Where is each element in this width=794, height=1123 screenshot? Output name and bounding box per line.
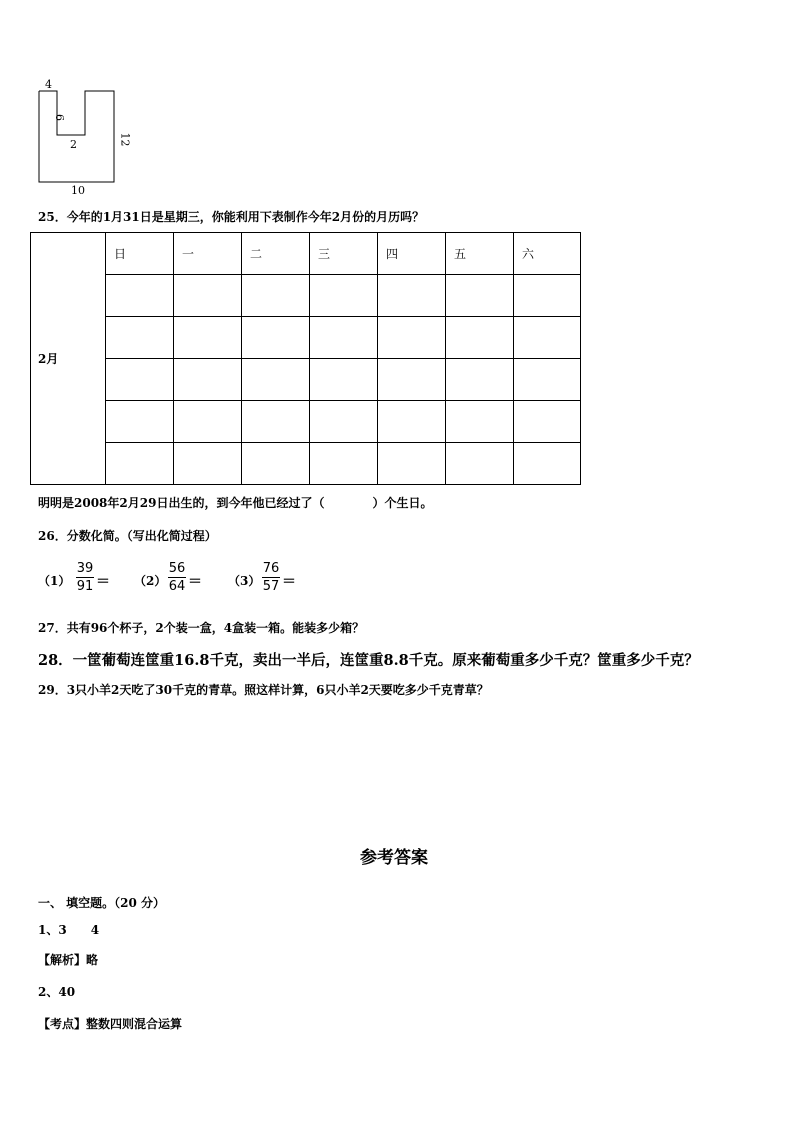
- calendar-cell[interactable]: [378, 359, 446, 401]
- weekday-sat: 六: [514, 233, 581, 275]
- label-top-width: 4: [45, 78, 52, 91]
- fraction-3-denominator: 57: [262, 579, 280, 594]
- weekday-thu: 四: [378, 233, 446, 275]
- question-29: 29．3只小羊2天吃了30千克的青草。照这样计算，6只小羊2天要吃多少千克青草？: [38, 683, 489, 697]
- weekday-mon: 一: [174, 233, 242, 275]
- calendar-week-row: [31, 401, 581, 443]
- weekday-tue: 二: [242, 233, 310, 275]
- fraction-1-label: （1）: [38, 574, 71, 588]
- weekday-fri: 五: [446, 233, 514, 275]
- calendar-cell[interactable]: [242, 317, 310, 359]
- question-28: 28．一筐葡萄连筐重16.8千克，卖出一半后，连筐重8.8千克。原来葡萄重多少千克？筐重多少千克？: [38, 652, 699, 669]
- fraction-1-equals: ＝: [96, 574, 110, 590]
- answer-1-note: 【解析】略: [38, 953, 99, 967]
- calendar-cell[interactable]: [514, 401, 581, 443]
- fraction-3-label: （3）: [228, 574, 261, 588]
- calendar-cell[interactable]: [446, 401, 514, 443]
- answer-1: 1、3 4: [38, 923, 100, 937]
- calendar-cell[interactable]: [242, 401, 310, 443]
- calendar-cell[interactable]: [242, 275, 310, 317]
- february-calendar-table: [30, 232, 581, 485]
- calendar-cell[interactable]: [446, 317, 514, 359]
- answers-section-1: 一、 填空题。（20 分）: [38, 896, 166, 910]
- calendar-cell[interactable]: [106, 359, 174, 401]
- calendar-cell[interactable]: [174, 317, 242, 359]
- calendar-week-row: [31, 359, 581, 401]
- calendar-cell[interactable]: [378, 401, 446, 443]
- calendar-cell[interactable]: [514, 275, 581, 317]
- calendar-cell[interactable]: [378, 443, 446, 485]
- fraction-2-label: （2）: [134, 574, 167, 588]
- calendar-cell[interactable]: [514, 359, 581, 401]
- calendar-cell[interactable]: [310, 317, 378, 359]
- calendar-cell[interactable]: [242, 359, 310, 401]
- answer-2-note: 【考点】整数四则混合运算: [38, 1017, 183, 1031]
- label-bottom-width: 10: [71, 184, 85, 197]
- question-25-followup: 明明是2008年2月29日出生的，到今年他已经过了（ ）个生日。: [38, 496, 433, 510]
- fraction-1: [76, 561, 94, 594]
- calendar-cell[interactable]: [446, 275, 514, 317]
- weekday-sun: 日: [106, 233, 174, 275]
- calendar-cell[interactable]: [174, 359, 242, 401]
- fraction-3-numerator: 76: [262, 561, 280, 576]
- fraction-2-equals: ＝: [188, 574, 202, 590]
- calendar-cell[interactable]: [242, 443, 310, 485]
- fraction-1-numerator: 39: [76, 561, 94, 576]
- calendar-week-row: [31, 443, 581, 485]
- calendar-cell[interactable]: [514, 443, 581, 485]
- answers-title: 参考答案: [360, 848, 428, 868]
- calendar-cell[interactable]: [446, 443, 514, 485]
- fraction-2-numerator: 56: [168, 561, 186, 576]
- calendar-cell[interactable]: [106, 443, 174, 485]
- geometry-figure: [30, 76, 140, 196]
- fraction-3-equals: ＝: [282, 574, 296, 590]
- calendar-cell[interactable]: [446, 359, 514, 401]
- calendar-week-row: [31, 275, 581, 317]
- calendar-cell[interactable]: [174, 275, 242, 317]
- calendar-cell[interactable]: [310, 275, 378, 317]
- calendar-cell[interactable]: [174, 401, 242, 443]
- month-label: 2月: [31, 233, 106, 485]
- calendar-cell[interactable]: [106, 317, 174, 359]
- calendar-cell[interactable]: [310, 359, 378, 401]
- weekday-wed: 三: [310, 233, 378, 275]
- fraction-bar: [262, 577, 280, 578]
- calendar-cell[interactable]: [514, 317, 581, 359]
- fraction-2-denominator: 64: [168, 579, 186, 594]
- calendar-week-row: [31, 317, 581, 359]
- calendar-cell[interactable]: [174, 443, 242, 485]
- fraction-3: [262, 561, 280, 594]
- calendar-cell[interactable]: [378, 317, 446, 359]
- calendar-cell[interactable]: [106, 275, 174, 317]
- label-notch-depth: 6: [53, 114, 66, 121]
- label-notch-width: 2: [70, 138, 77, 151]
- question-27: 27．共有96个杯子，2个装一盒，4盒装一箱。能装多少箱？: [38, 621, 365, 635]
- calendar-cell[interactable]: [310, 401, 378, 443]
- calendar-cell[interactable]: [378, 275, 446, 317]
- fraction-bar: [168, 577, 186, 578]
- fraction-bar: [76, 577, 94, 578]
- label-right-height: 12: [118, 132, 132, 147]
- calendar-cell[interactable]: [310, 443, 378, 485]
- question-26: 26．分数化简。（写出化简过程）: [38, 529, 217, 543]
- fraction-1-denominator: 91: [76, 579, 94, 594]
- answer-2: 2、40: [38, 985, 76, 999]
- fraction-2: [168, 561, 186, 594]
- question-25: 25．今年的1月31日是星期三，你能利用下表制作今年2月份的月历吗？: [38, 210, 425, 224]
- calendar-cell[interactable]: [106, 401, 174, 443]
